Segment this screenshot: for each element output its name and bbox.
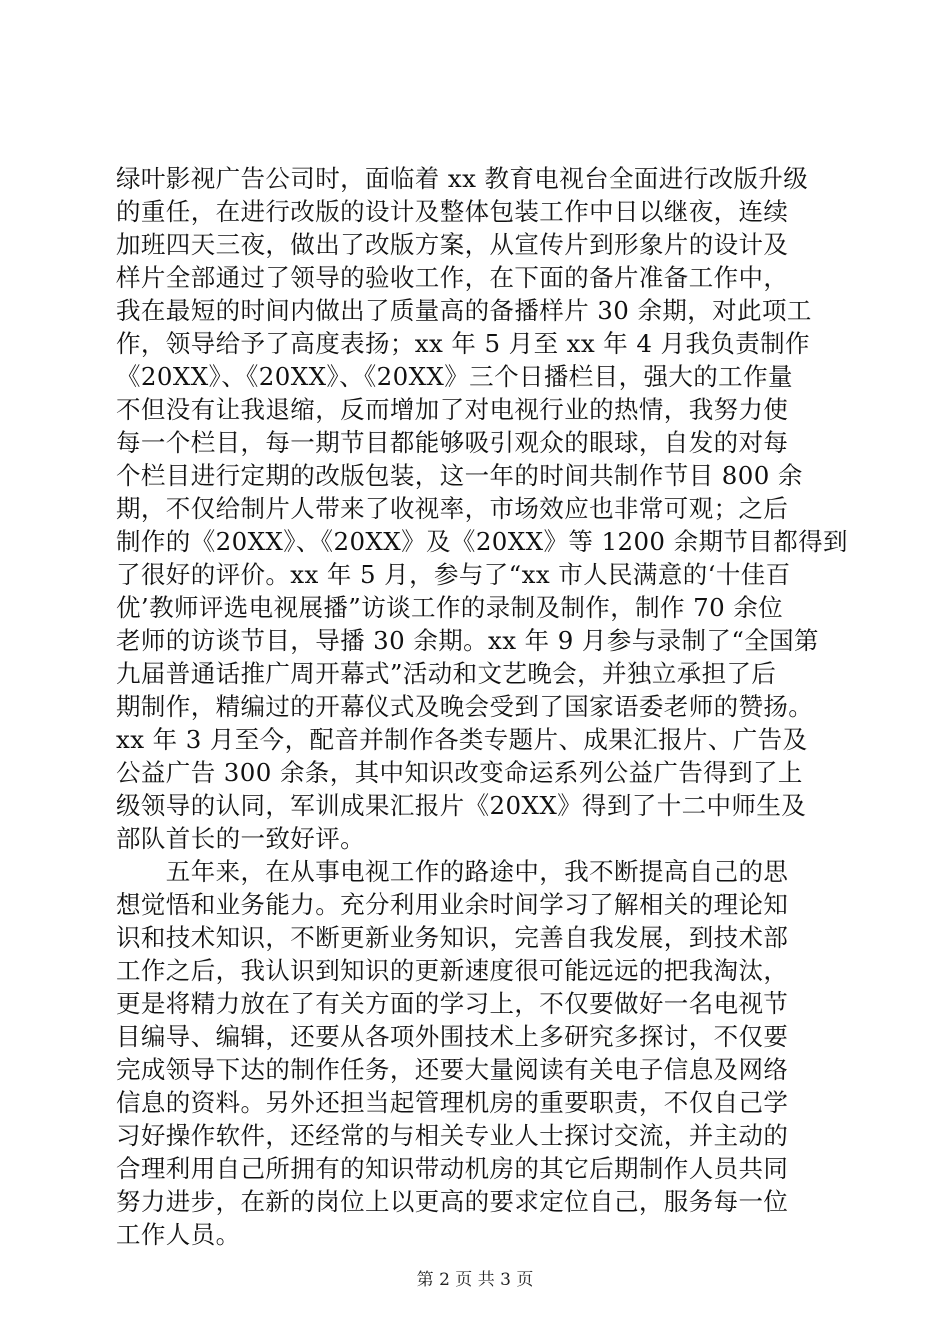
text-line: 制作的《20XX》、《20XX》及《20XX》等 1200 余期节目都得到 [116,527,848,556]
text-line: 工作人员。 [116,1220,241,1249]
text-line: 优’教师评选电视展播”访谈工作的录制及制作，制作 70 余位 [116,593,784,622]
text-line: 识和技术知识，不断更新业务知识，完善自我发展，到技术部 [116,923,789,952]
text-line: 完成领导下达的制作任务，还要大量阅读有关电子信息及网络 [116,1055,789,1084]
text-line: 期，不仅给制片人带来了收视率，市场效应也非常可观；之后 [116,494,789,523]
text-line: 习好操作软件，还经常的与相关专业人士探讨交流，并主动的 [116,1121,789,1150]
text-line: 老师的访谈节目，导播 30 余期。xx 年 9 月参与录制了“全国第 [116,626,819,655]
text-line: 部队首长的一致好评。 [116,824,365,853]
text-line: 《20XX》、《20XX》、《20XX》三个日播栏目，强大的工作量 [116,362,793,391]
text-line: xx 年 3 月至今，配音并制作各类专题片、成果汇报片、广告及 [116,725,808,754]
document-body [116,162,851,1251]
text-line: 努力进步，在新的岗位上以更高的要求定位自己，服务每一位 [116,1187,789,1216]
paragraph-2 [116,855,851,1251]
page-number-footer: 第 2 页 共 3 页 [416,1270,534,1290]
text-line: 目编导、编辑，还要从各项外围技术上多研究多探讨，不仅要 [116,1022,789,1051]
text-line: 样片全部通过了领导的验收工作，在下面的备片准备工作中， [116,263,789,292]
text-line: 个栏目进行定期的改版包装，这一年的时间共制作节目 800 余 [116,461,803,490]
text-line: 九届普通话推广周开幕式”活动和文艺晚会，并独立承担了后 [116,659,777,688]
text-line: 想觉悟和业务能力。充分利用业余时间学习了解相关的理论知 [116,890,789,919]
text-line: 公益广告 300 余条，其中知识改变命运系列公益广告得到了上 [116,758,803,787]
text-line: 级领导的认同，军训成果汇报片《20XX》得到了十二中师生及 [116,791,807,820]
text-line: 绿叶影视广告公司时，面临着 xx 教育电视台全面进行改版升级 [116,164,809,193]
text-line: 不但没有让我退缩，反而增加了对电视行业的热情，我努力使 [116,395,789,424]
text-line: 期制作，精编过的开幕仪式及晚会受到了国家语委老师的赞扬。 [116,692,814,721]
text-line: 每一个栏目，每一期节目都能够吸引观众的眼球，自发的对每 [116,428,789,457]
text-line: 我在最短的时间内做出了质量高的备播样片 30 余期，对此项工 [116,296,812,325]
paragraph-1 [116,162,851,855]
text-line: 工作之后，我认识到知识的更新速度很可能远远的把我淘汰， [116,956,789,985]
text-line: 信息的资料。另外还担当起管理机房的重要职责，不仅自己学 [116,1088,789,1117]
text-line: 作，领导给予了高度表扬；xx 年 5 月至 xx 年 4 月我负责制作 [116,329,810,358]
text-line: 合理利用自己所拥有的知识带动机房的其它后期制作人员共同 [116,1154,789,1183]
text-line: 更是将精力放在了有关方面的学习上，不仅要做好一名电视节 [116,989,789,1018]
text-line: 了很好的评价。xx 年 5 月，参与了“xx 市人民满意的‘十佳百 [116,560,791,589]
text-line: 的重任，在进行改版的设计及整体包装工作中日以继夜，连续 [116,197,789,226]
text-line: 加班四天三夜，做出了改版方案，从宣传片到形象片的设计及 [116,230,789,259]
text-line: 五年来，在从事电视工作的路途中，我不断提高自己的思 [116,857,789,886]
